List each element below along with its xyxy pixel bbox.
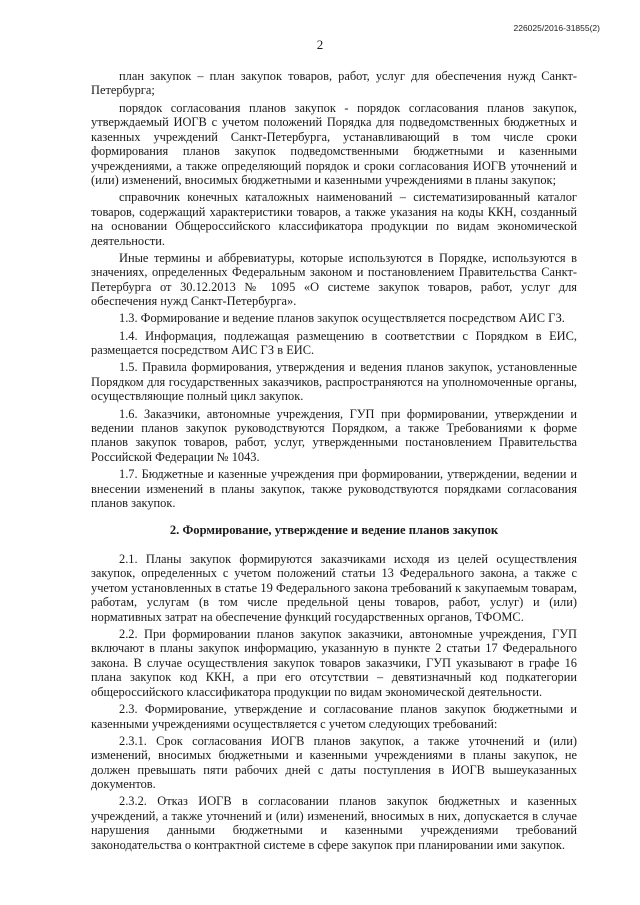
paragraph-terms: Иные термины и аббревиатуры, которые используются в Порядке, используются в значениях, определенных Федеральным законом и постановлением Правительства Санкт-Петербурга от 30.12.2013 № 1095 «О системе закупок товаров, работ, услуг для обеспечения нужд Санкт-Петербурга». [91, 250, 577, 309]
section-heading: 2. Формирование, утверждение и ведение планов закупок [169, 522, 499, 537]
clause-1-5: 1.5. Правила формирования, утверждения и ведения планов закупок, установленные Порядком для государственных заказчиков, распространяются на уполномоченные органы, осуществляющие полный цикл закупок. [91, 360, 577, 404]
definition-spravochnik-kkn: справочник конечных каталожных наименований – систематизированный каталог товаров, содержащий характеристики товаров, а также указания на коды ККН, созданный на основании Общероссийского классификатора продукции по видам экономической деятельности. [91, 190, 577, 248]
definition-plan-zakupok: план закупок – план закупок товаров, работ, услуг для обеспечения нужд Санкт-Петербурга; [91, 69, 577, 98]
clause-2-3-1: 2.3.1. Срок согласования ИОГВ планов закупок, а также уточнений и (или) изменений, вносимых бюджетными и казенными учреждениями в планы закупок, не должен превышать пяти рабочих дней с даты поступления в ИОГВ вышеуказанных документов. [91, 733, 577, 792]
clause-1-6: 1.6. Заказчики, автономные учреждения, ГУП при формировании, утверждении и ведении планов закупок руководствуются Порядком, а также Требованиями к форме планов закупок товаров, работ, услуг, утвержденными постановлением Правительства Российской Федерации № 1043. [91, 406, 577, 464]
definition-poryadok-soglasovaniya: порядок согласования планов закупок - порядок согласования планов закупок, утверждаемый ИОГВ с учетом положений Порядка для подведомственных бюджетных и казенных учреждений Санкт-Петербурга, устанавливающий в том числе сроки формирования планов закупок подведомственными бюджетными и казенными учреждениями, а также определяющий порядок и сроки согласования ИОГВ уточнений и (или) изменений, вносимых бюджетными и казенными учреждениями в планы закупок; [91, 100, 577, 187]
clause-1-7: 1.7. Бюджетные и казенные учреждения при формировании, утверждении, ведении и внесении изменений в планы закупок, также руководствуются порядками согласования планов закупок. [91, 467, 577, 511]
clause-1-3: 1.3. Формирование и ведение планов закупок осуществляется посредством АИС ГЗ. [119, 311, 565, 326]
document-body [91, 69, 577, 855]
clause-2-2: 2.2. При формировании планов закупок заказчики, автономные учреждения, ГУП включают в планы закупок информацию, указанную в пункте 2 статьи 17 Федерального закона. В случае осуществления закупок товаров заказчики, ГУП указывают в графе 16 плана закупок код ККН, а при его отсутствии – девятизначный код подкатегории общероссийского классификатора продукции по видам экономической деятельности. [91, 627, 577, 699]
page-number: 2 [316, 37, 324, 52]
clause-1-4: 1.4. Информация, подлежащая размещению в соответствии с Порядком в ЕИС, размещается посредством АИС ГЗ в ЕИС. [91, 328, 577, 358]
clause-2-3: 2.3. Формирование, утверждение и согласование планов закупок бюджетными и казенными учреждениями осуществляется с учетом следующих требований: [91, 702, 577, 731]
clause-2-1: 2.1. Планы закупок формируются заказчиками исходя из целей осуществления закупок, определенных с учетом положений статьи 13 Федерального закона, а также с учетом установленных в статье 19 Федерального закона требований к закупаемым товарам, работам, услугам (в том числе предельной цены товаров, работ, услуг) и (или) нормативных затрат на обеспечение функций государственных органов, ТФОМС. [91, 551, 577, 624]
document-registration-number: 226025/2016-31855(2) [513, 23, 600, 33]
clause-2-3-2: 2.3.2. Отказ ИОГВ в согласовании планов закупок бюджетных и казенных учреждений, а также уточнений и (или) изменений, вносимых в них, допускается в случае нарушения данными бюджетными и казенными учреждениями требований законодательства о контрактной системе в сфере закупок при планировании ими закупок. [91, 794, 577, 852]
